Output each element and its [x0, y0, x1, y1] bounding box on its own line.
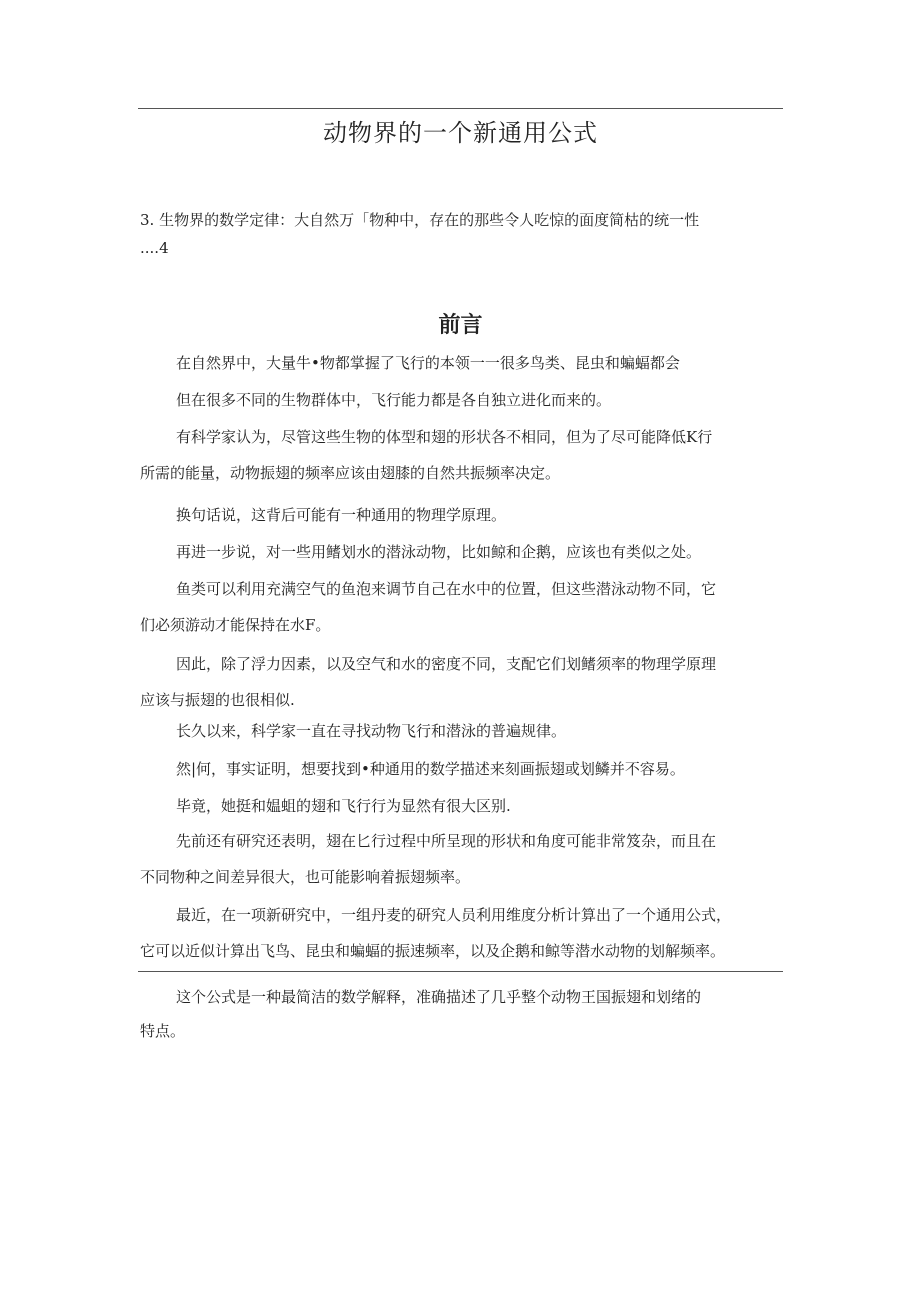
bottom-rule — [138, 971, 783, 972]
paragraph-line: 所需的能量，动物振翅的频率应该由翅膝的自然共振频率决定。 — [140, 464, 561, 482]
paragraph-line: 应该与振翅的也很相似. — [140, 691, 295, 709]
paragraph-13 — [140, 983, 785, 1045]
paragraph-10 — [140, 792, 785, 820]
paragraph-1 — [140, 349, 785, 377]
section-heading: 前言 — [438, 313, 483, 338]
paragraph-line: 长久以来，科学家一直在寻找动物飞行和潜泳的普遍规律。 — [176, 722, 567, 740]
paragraph-6 — [140, 575, 785, 639]
paragraph-line: 不同物种之间差异很大，也可能影响着振翅频率。 — [140, 868, 471, 886]
toc-entry-text: 3. 生物界的数学定律：大自然万「物种中，存在的那些令人吃惊的面度简枯的统一性 — [140, 211, 700, 229]
paragraph-line: 毕竟，她挺和媪蛆的翅和飞行行为显然有很大区别. — [176, 797, 511, 815]
paragraph-3 — [140, 423, 785, 487]
paragraph-line: 因此，除了浮力因素，以及空气和水的密度不同，支配它们划鳍须率的物理学原理 — [176, 655, 717, 673]
paragraph-line: 再进一步说，对一些用鳍划水的潜泳动物，比如鲸和企鹅，应该也有类似之处。 — [176, 543, 702, 561]
paragraph-11 — [140, 827, 785, 891]
paragraph-line: 在自然界中，大量牛•物都掌握了飞行的本领一一很多鸟类、昆虫和蝙蝠都会 — [176, 354, 680, 372]
paragraph-9 — [140, 755, 785, 783]
paragraph-line: 但在很多不同的生物群体中，飞行能力都是各自独立进化而来的。 — [176, 391, 612, 409]
paragraph-line: 特点。 — [140, 1022, 186, 1040]
paragraph-12 — [140, 901, 785, 965]
paragraph-line: 们必须游动才能保持在水F。 — [140, 616, 331, 634]
paragraph-line: 这个公式是一种最简洁的数学解释，准确描述了几乎整个动物王国振翅和划绪的 — [176, 988, 702, 1006]
paragraph-line: 换句话说，这背后可能有一种通用的物理学原理。 — [176, 506, 507, 524]
paragraph-line: 有科学家认为，尽管这些生物的体型和翅的形状各不相同，但为了尽可能降低K行 — [176, 428, 713, 446]
paragraph-line: 鱼类可以利用充满空气的鱼泡来调节自己在水中的位置，但这些潜泳动物不同，它 — [176, 580, 717, 598]
paragraph-5 — [140, 538, 785, 566]
paragraph-4 — [140, 501, 785, 529]
paragraph-line: 它可以近似计算出飞鸟、昆虫和蝙蝠的振速频率，以及企鹅和鲸等潜水动物的划解频率。 — [140, 942, 726, 960]
toc-entry[interactable] — [140, 206, 785, 262]
paragraph-2 — [140, 386, 785, 414]
top-rule — [138, 108, 783, 109]
paragraph-line: 先前还有研究还表明，翅在匕行过程中所呈现的形状和角度可能非常笈杂，而且在 — [176, 832, 717, 850]
paragraph-line: 最近，在一项新研究中，一组丹麦的研究人员利用维度分析计算出了一个通用公式， — [176, 906, 732, 924]
toc-page-number: ....4 — [140, 239, 169, 257]
paragraph-8 — [140, 717, 785, 745]
paragraph-line: 然|何，事实证明，想要找到•种通用的数学描述来刻画振翅或划鳞并不容易。 — [176, 760, 685, 778]
document-title: 动物界的一个新通用公式 — [323, 119, 598, 147]
paragraph-7 — [140, 650, 785, 714]
